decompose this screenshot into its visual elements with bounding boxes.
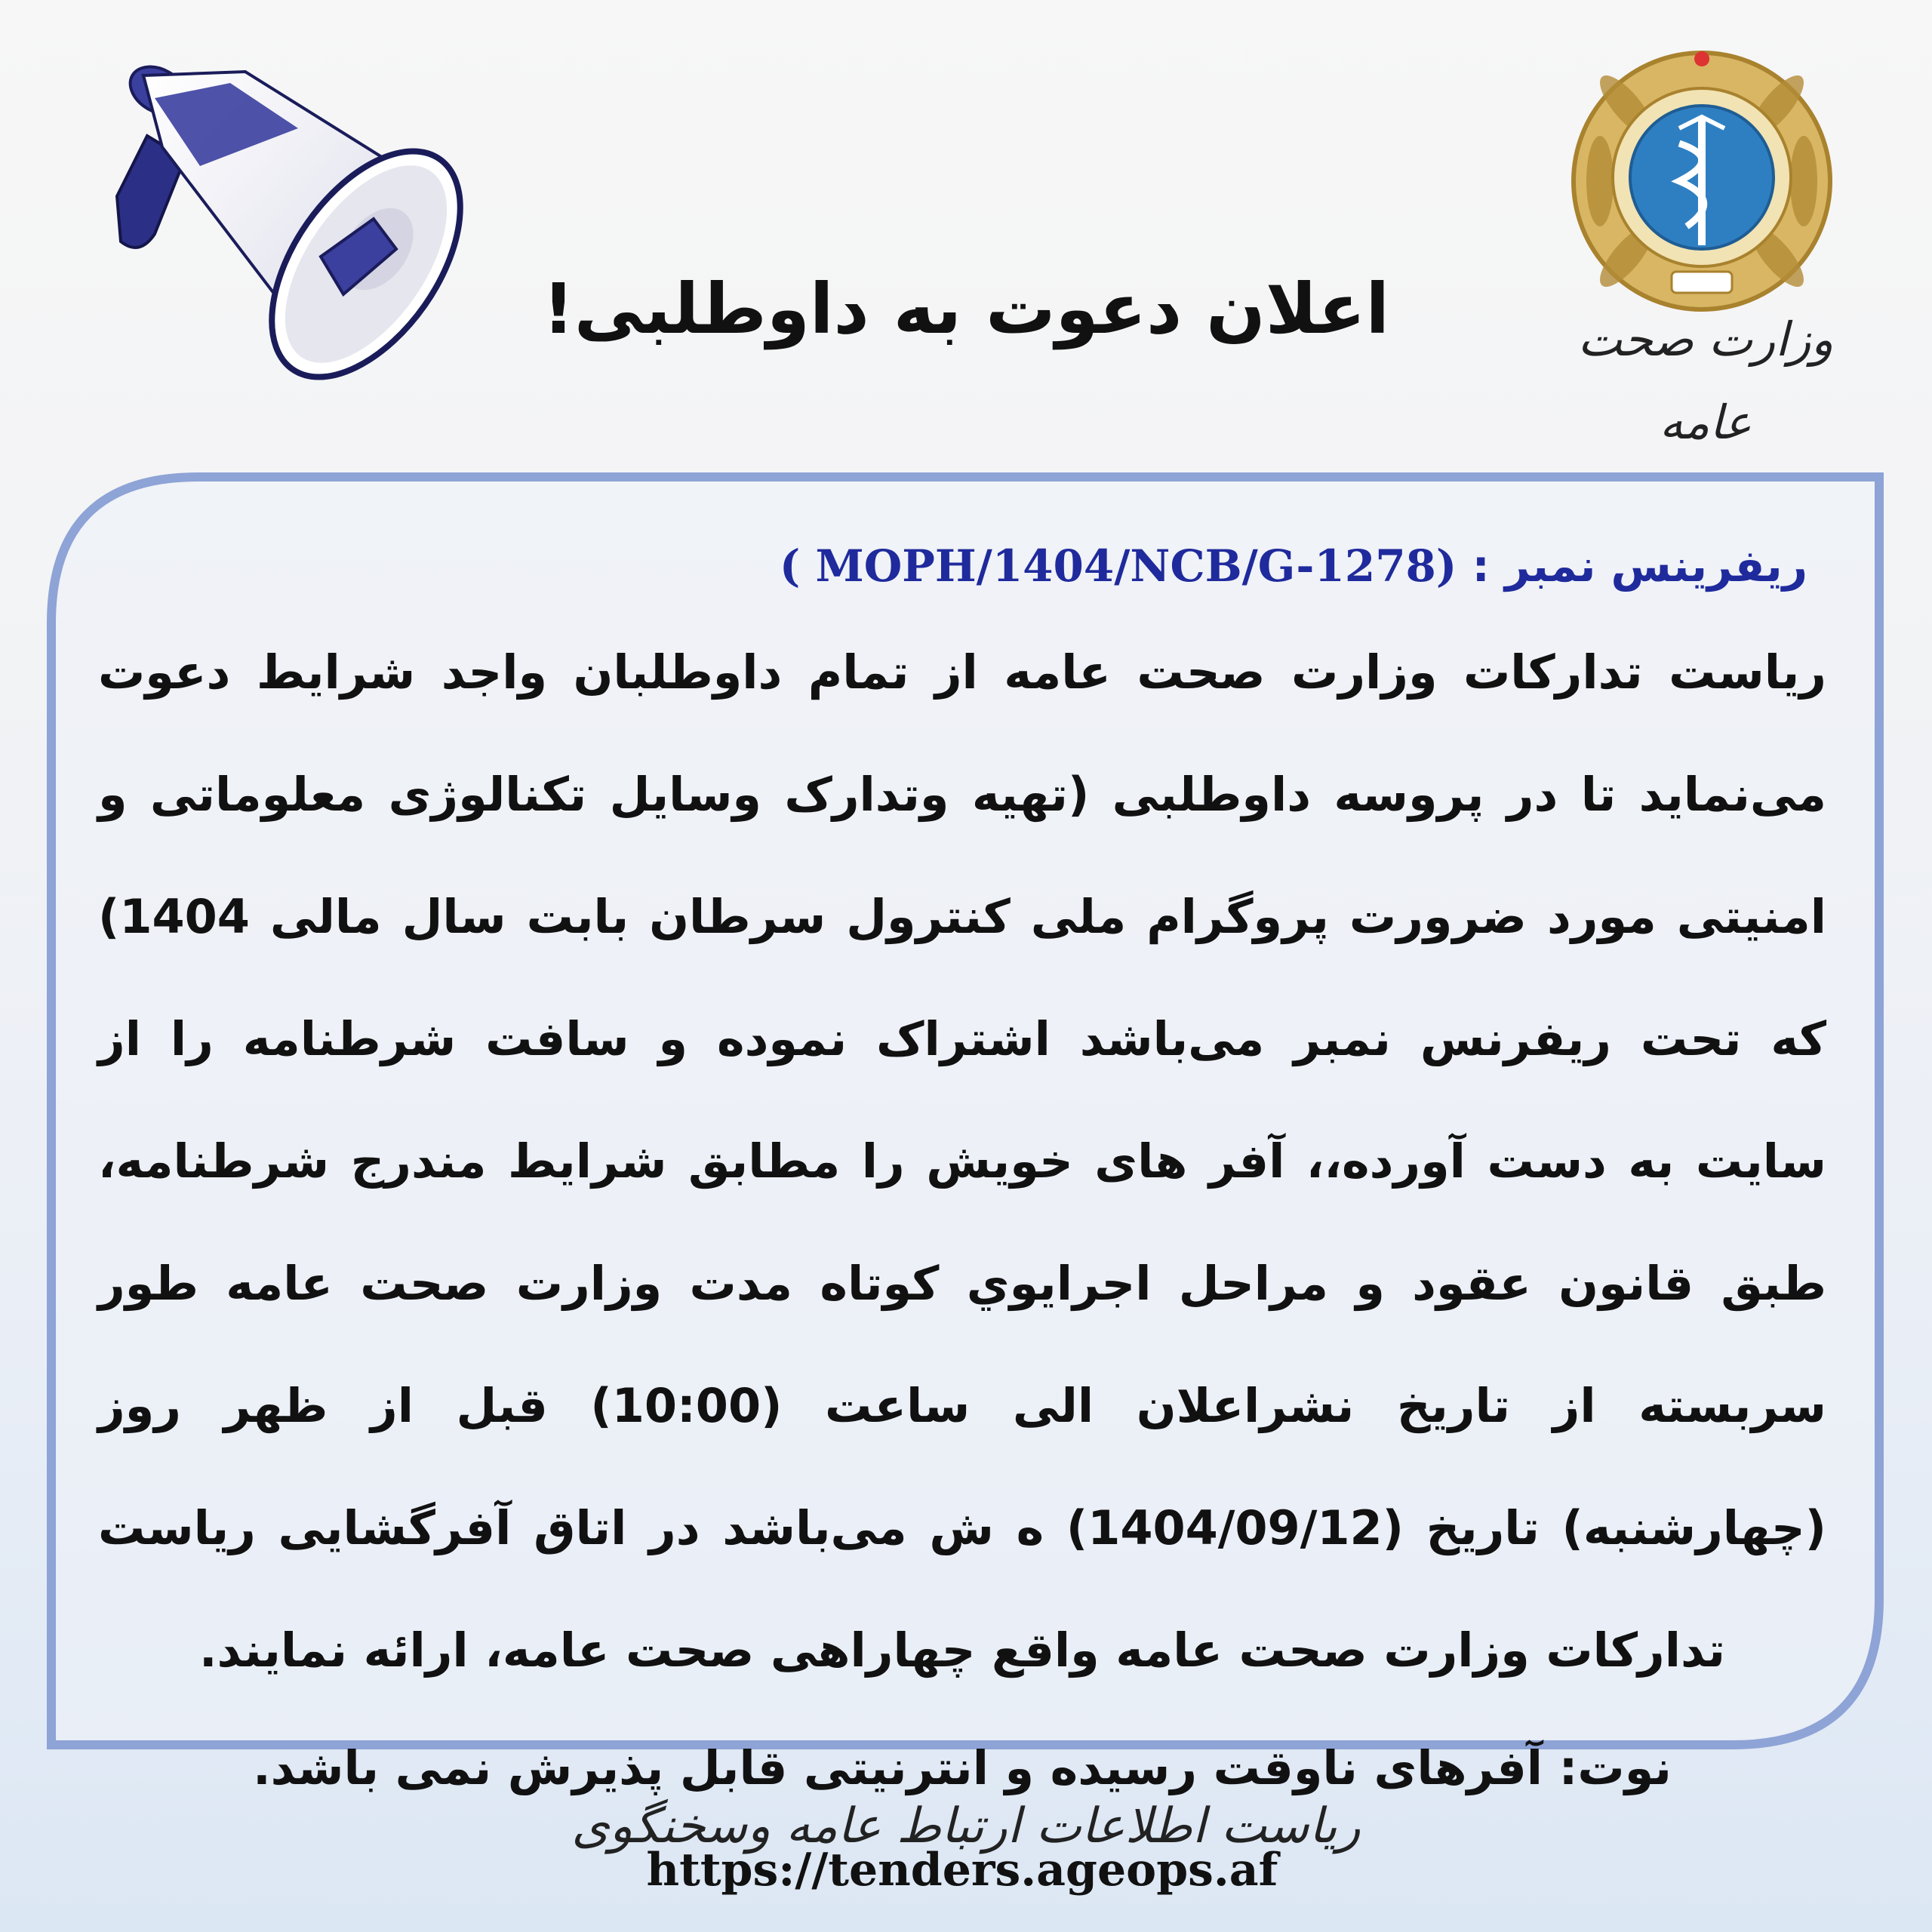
- page-title: اعلان دعوت به داوطلبی!: [542, 269, 1390, 349]
- ministry-emblem-icon: [1566, 45, 1838, 317]
- megaphone-icon: [72, 45, 479, 392]
- website-link[interactable]: https://tenders.ageops.af: [646, 1844, 1278, 1897]
- reference-label: ریفرینس نمبر :: [1472, 540, 1807, 592]
- notice-body: ریاست تدارکات وزارت صحت عامه از تمام داوطلبان واجد شرایط دعوت می‌نماید تا در پروسه داوطلبی (تهیه وتدارک وسایل تکنالوژی معلوماتی و امنیتی مورد ضرورت پروگرام ملی کنترول سرطان بابت سال مالی 1404) که تحت ریفرنس نمبر می‌باشد اشتراک نموده و سافت شرطنامه را از سایت به دست آورده،، آفر های خویش را مطابق شرایط مندرج شرطنامه، طبق قانون عقود و مراحل اجرایوي کوتاه مدت وزارت صحت عامه طور سربسته از تاریخ نشراعلان الی ساعت (10:00) قبل از ظهر روز (چهارشنبه) تاریخ (1404/09/12) ه ش می‌باشد در اتاق آفرگشایی ریاست تدارکات وزارت صحت عامه واقع چهاراهی صحت عامه، ارائه نمایند.: [98, 645, 1827, 1678]
- ministry-calligraphy-logo: وزارت صحت عامه: [1577, 312, 1834, 450]
- reference-code: ( MOPH/1404/NCB/G-1278): [779, 540, 1457, 592]
- reference-line: [83, 521, 1841, 611]
- notice-note: نوت: آفرهای ناوقت رسیده و انترنیتی قابل پذیرش نمی باشد.: [253, 1740, 1672, 1795]
- footer-calligraphy-logo: ریاست اطلاعات ارتباط عامه وسخنگوی: [571, 1798, 1361, 1854]
